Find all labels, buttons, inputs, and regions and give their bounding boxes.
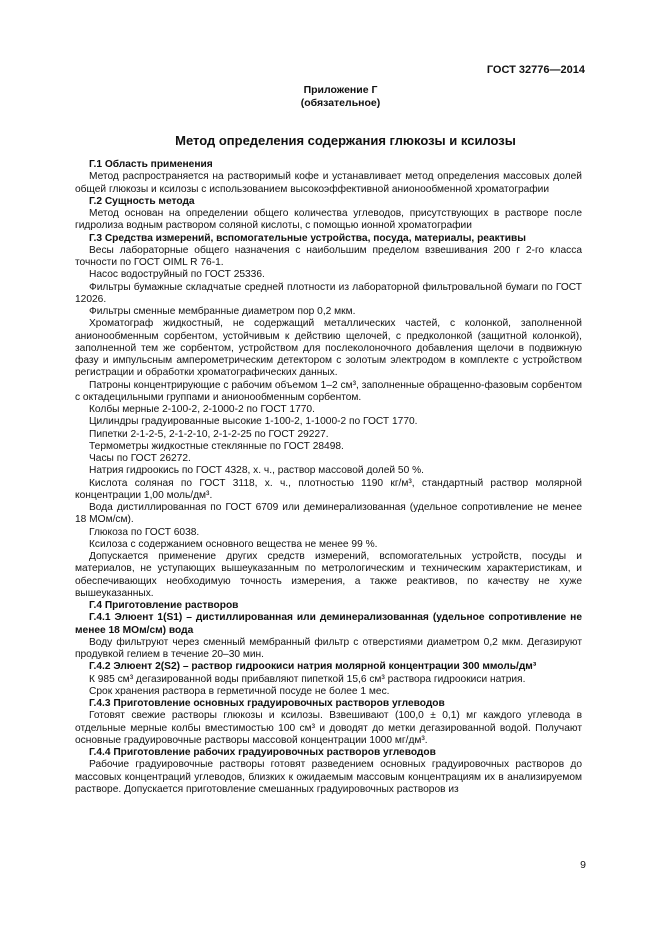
- section-heading: Г.4.4 Приготовление рабочих градуировочных растворов углеводов: [89, 747, 436, 758]
- section-heading: Г.3 Средства измерений, вспомогательные устройства, посуда, материалы, реактивы: [89, 232, 526, 244]
- body-paragraph: Натрия гидроокись по ГОСТ 4328, х. ч., раствор массовой долей 50 %.: [89, 465, 424, 477]
- section-heading: Г.2 Сущность метода: [89, 195, 195, 207]
- standard-number: ГОСТ 32776—2014: [486, 64, 585, 76]
- body-paragraph: Воду фильтруют через сменный мембранный фильтр с отверстиями диаметром 0,2 мкм. Дегазируют продувкой гелием в течение 20–30 мин.: [75, 636, 582, 660]
- annex-name: Приложение Г: [303, 84, 378, 96]
- body-paragraph: Глюкоза по ГОСТ 6038.: [89, 526, 200, 538]
- body-paragraph: Вода дистиллированная по ГОСТ 6709 или деминерализованная (удельное сопротивление не менее 18 МОм/см).: [75, 502, 582, 526]
- body-paragraph: Патроны концентрирующие с рабочим объемом 1–2 см³, заполненные обращенно-фазовым сорбентом с октадецильными группами и анионообменным сорбентом.: [75, 379, 582, 403]
- body-paragraph: Весы лабораторные общего назначения с наибольшим пределом взвешивания 200 г 2-го класса точности по ГОСТ OIML R 76-1.: [75, 244, 582, 268]
- body-paragraph: Ксилоза с содержанием основного вещества не менее 99 %.: [89, 538, 378, 550]
- body-paragraph: Фильтры бумажные складчатые средней плотности из лабораторной фильтровальной бумаги по ГОСТ 12026.: [75, 281, 582, 305]
- body-paragraph: Хроматограф жидкостный, не содержащий металлических частей, с колонкой, заполненной анионообменным сорбентом, устойчивым к действию щелочей, с предколонкой (защитной колонкой), заполненной тем же сорбентом, устройством для послеколоночного добавления щелочи в подвижную фазу и импульсным амперометрическим детектором с золотым электродом в комплекте с устройством регистрации и обработки хроматографических данных.: [75, 318, 582, 379]
- body-paragraph: Насос водоструйный по ГОСТ 25336.: [89, 269, 265, 281]
- body-paragraph: Рабочие градуировочные растворы готовят разведением основных градуировочных растворов до массовых концентраций углеводов, близких к ожидаемым массовым концентрациям их в анализируемом растворе. Допускается приготовление смешанных градуировочных растворов из: [75, 759, 582, 795]
- annex-status: (обязательное): [300, 97, 381, 109]
- body-paragraph: Колбы мерные 2-100-2, 2-1000-2 по ГОСТ 1770.: [89, 404, 315, 415]
- body-paragraph: Термометры жидкостные стеклянные по ГОСТ 28498.: [89, 440, 344, 452]
- body-paragraph: Метод распространяется на растворимый кофе и устанавливает метод определения массовых долей общей глюкозы и ксилозы с использованием высокоэффективной анионообменной хроматографии: [75, 171, 582, 195]
- section-heading: Г.4.2 Элюент 2(S2) – раствор гидроокиси натрия молярной концентрации 300 ммоль/дм³: [89, 661, 537, 673]
- body-paragraph: Допускается применение других средств измерений, вспомогательных устройств, посуды и материалов, не уступающих вышеуказанным по метрологическим и техническим характеристикам, и обеспечивающих необходимую точность измерения, а также реактивов, по качеству не хуже вышеуказанных.: [75, 551, 582, 599]
- section-heading: Г.4 Приготовление растворов: [89, 600, 239, 611]
- section-heading: Г.4.3 Приготовление основных градуировочных растворов углеводов: [89, 698, 445, 709]
- section-heading: Г.1 Область применения: [89, 159, 213, 170]
- body-paragraph: Готовят свежие растворы глюкозы и ксилозы. Взвешивают (100,0 ± 0,1) мг каждого углевода в отдельные мерные колбы вместимостью 100 см³ и доводят до метки дегазированной водой. Получают основные градуировочные растворы массовой концентрации 1000 мг/дм³.: [75, 710, 582, 746]
- section-title: Метод определения содержания глюкозы и ксилозы: [175, 133, 516, 148]
- body-paragraph: Метод основан на определении общего количества углеводов, присутствующих в растворе после гидролиза водным раствором соляной кислоты, с помощью ионной хроматографии: [75, 208, 582, 232]
- body-paragraph: Кислота соляная по ГОСТ 3118, х. ч., плотностью 1190 кг/м³, стандартный раствор молярной концентрации 1,00 моль/дм³.: [75, 477, 582, 501]
- body-paragraph: Срок хранения раствора в герметичной посуде не более 1 мес.: [89, 685, 390, 697]
- annex-block: [0, 84, 661, 110]
- body-paragraph: Цилиндры градуированные высокие 1-100-2, 1-1000-2 по ГОСТ 1770.: [89, 416, 418, 428]
- section-heading: Г.4.1 Элюент 1(S1) – дистиллированная или деминерализованная (удельное сопротивление не менее 18 МОм/см) вода: [75, 612, 582, 636]
- body-paragraph: Часы по ГОСТ 26272.: [89, 453, 191, 464]
- body-paragraph: Фильтры сменные мембранные диаметром пор 0,2 мкм.: [89, 306, 356, 317]
- body-paragraph: К 985 см³ дегазированной воды прибавляют пипеткой 15,6 см³ раствора гидроокиси натрия.: [89, 673, 526, 685]
- document-body: [75, 159, 582, 796]
- page-number: 9: [580, 859, 586, 871]
- body-paragraph: Пипетки 2-1-2-5, 2-1-2-10, 2-1-2-25 по ГОСТ 29227.: [89, 428, 329, 440]
